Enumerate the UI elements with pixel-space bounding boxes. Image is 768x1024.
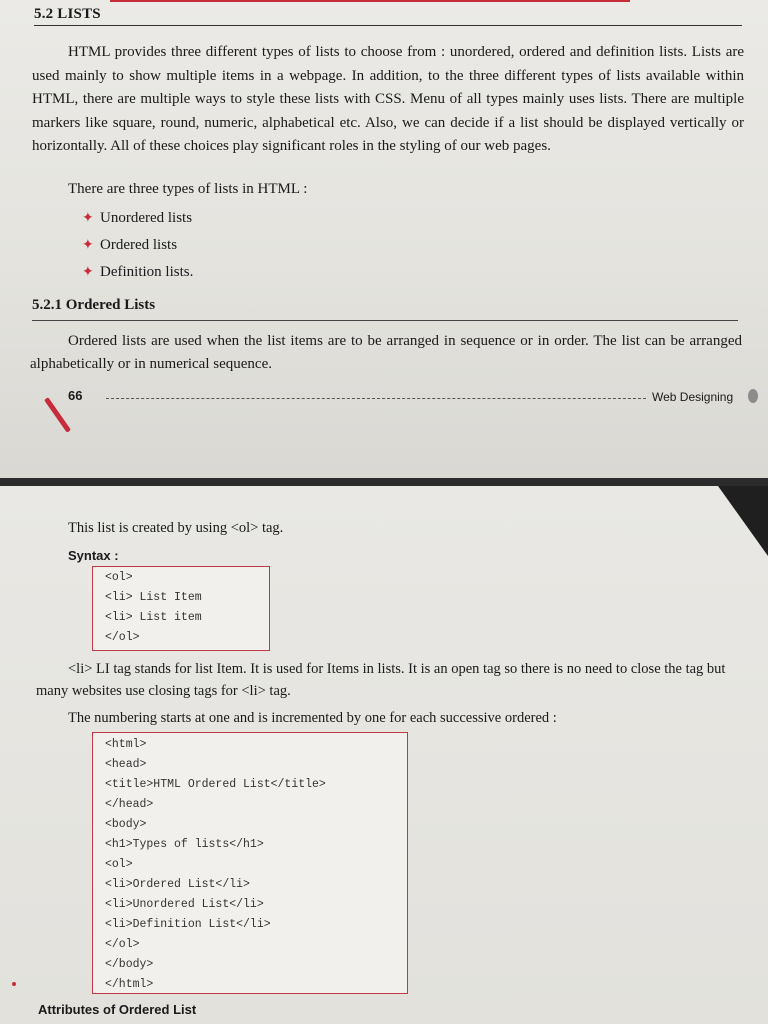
red-margin-mark — [44, 397, 71, 433]
code-line: </body> — [105, 958, 154, 971]
section-heading: 5.2 LISTS — [34, 6, 742, 26]
ordered-lists-paragraph — [30, 330, 742, 376]
top-page — [0, 0, 768, 478]
dark-page-corner — [718, 486, 768, 556]
list-types-intro: There are three types of lists in HTML : — [68, 181, 308, 197]
page-footer — [68, 386, 758, 408]
bullet-icon: ✦ — [82, 265, 94, 280]
code-line: </ol> — [105, 938, 140, 951]
footer-dashed-rule — [106, 398, 646, 399]
list-item — [82, 232, 193, 259]
heading-rule — [32, 320, 738, 321]
list-item-label: Definition lists. — [100, 264, 194, 280]
red-margin-dot — [12, 982, 16, 986]
bullet-icon: ✦ — [82, 211, 94, 226]
code-line: </head> — [105, 798, 154, 811]
footer-marker-icon — [748, 389, 758, 403]
list-item-label: Unordered lists — [100, 210, 193, 226]
bottom-page — [0, 486, 768, 1024]
ol-intro-line: This list is created by using <ol> tag. — [68, 520, 284, 536]
code-line: <li> List Item — [105, 591, 202, 604]
code-line: </html> — [105, 978, 154, 991]
code-line: <ol> — [105, 858, 133, 871]
code-line: <ol> — [105, 571, 133, 584]
code-line: <body> — [105, 818, 147, 831]
code-line: <li>Ordered List</li> — [105, 878, 250, 891]
page-number: 66 — [68, 388, 83, 403]
example-code-box — [92, 732, 408, 994]
book-title: Web Designing — [652, 390, 734, 404]
code-line: <li> List item — [105, 611, 202, 624]
syntax-label: Syntax : — [68, 548, 119, 563]
code-line: <head> — [105, 758, 147, 771]
code-line: <li>Definition List</li> — [105, 918, 271, 931]
code-line: <h1>Types of lists</h1> — [105, 838, 264, 851]
intro-paragraph-text: HTML provides three different types of lists to choose from : unordered, ordered and definition lists. Lists are used mainly to show multiple items in a webpage. In addition, to the three different types of lists available within HTML, there are multiple ways to style these lists with CSS. Menu of all types mainly uses lists. There are multiple markers like square, round, numeric, alphabetical etc. Also, we can decide if a list should be displayed vertically or horizontally. All of these choices play significant roles in the styling of our web pages. — [32, 44, 744, 154]
ordered-lists-paragraph-text: Ordered lists are used when the list items are to be arranged in sequence or in order. The list can be arranged alphabetically or in numerical sequence. — [30, 333, 742, 372]
intro-paragraph — [32, 41, 744, 159]
code-line: <html> — [105, 738, 147, 751]
syntax-code-box — [92, 566, 270, 651]
attributes-heading: Attributes of Ordered List — [38, 1002, 197, 1017]
li-explanation: <li> LI tag stands for list Item. It is used for Items in lists. It is an open tag so there is no need to close the tag but many websites use closing tags for <li> tag. — [36, 661, 726, 699]
photo-gap — [0, 478, 768, 486]
bullet-icon: ✦ — [82, 238, 94, 253]
subsection-heading: 5.2.1 Ordered Lists — [32, 297, 156, 313]
list-item-label: Ordered lists — [100, 237, 178, 253]
numbering-line: The numbering starts at one and is incremented by one for each successive ordered : — [68, 710, 557, 726]
list-types — [82, 205, 193, 286]
code-line: <li>Unordered List</li> — [105, 898, 264, 911]
code-line: <title>HTML Ordered List</title> — [105, 778, 326, 791]
list-item — [82, 205, 193, 232]
code-line: </ol> — [105, 631, 140, 644]
list-item — [82, 259, 193, 286]
